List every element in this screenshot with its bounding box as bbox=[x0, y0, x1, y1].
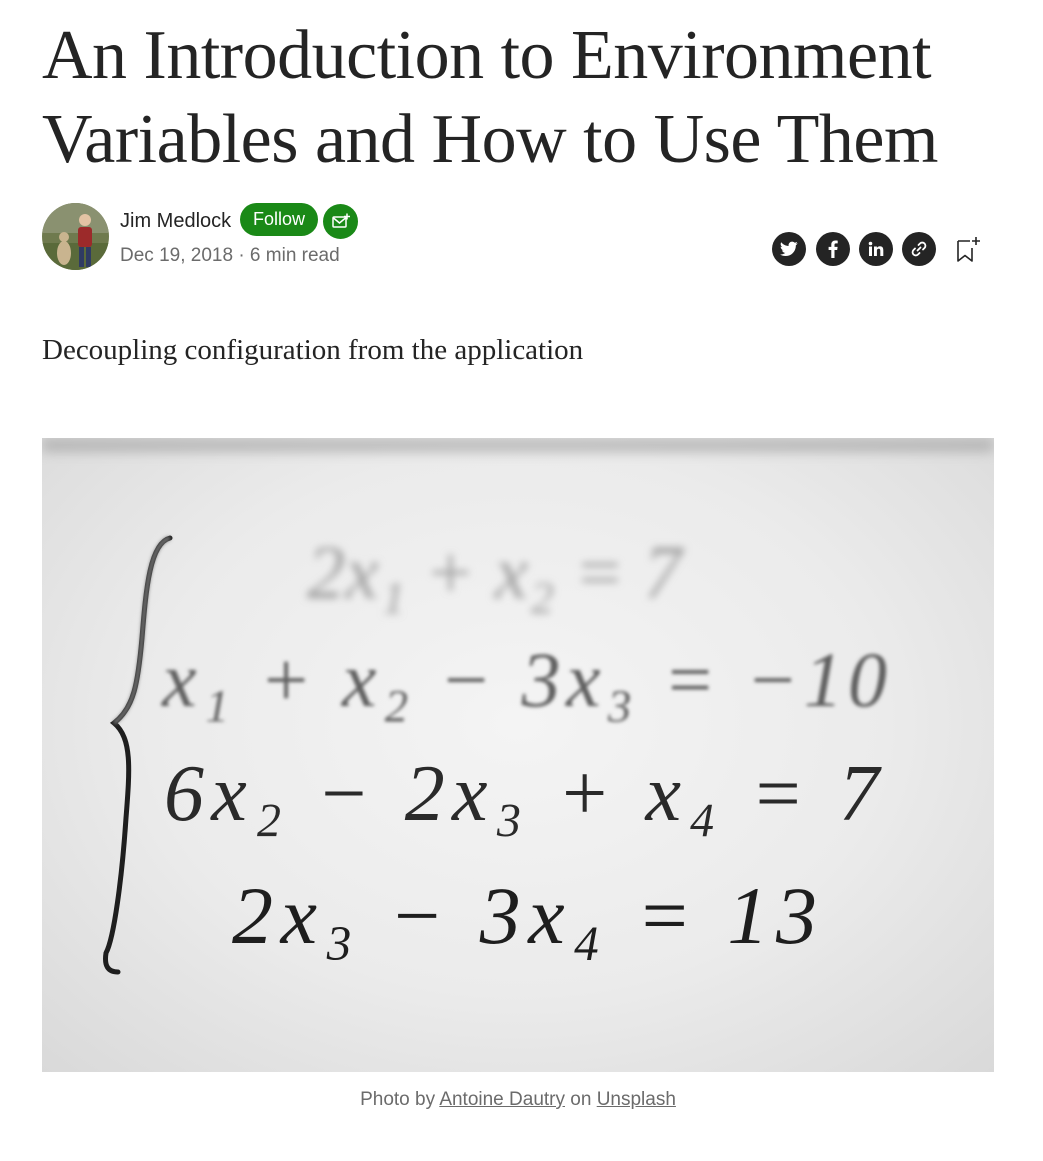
link-icon bbox=[910, 240, 928, 258]
equation-4: 2x₃ − 3x₄ = 13 bbox=[232, 870, 817, 961]
article-title: An Introduction to Environment Variables and How to Use Them bbox=[42, 17, 938, 178]
subscribe-button[interactable] bbox=[323, 204, 358, 239]
meta-separator: · bbox=[238, 245, 245, 266]
equations-photo bbox=[42, 438, 994, 1072]
caption-prefix: Photo by bbox=[360, 1089, 436, 1110]
share-twitter-button[interactable] bbox=[772, 232, 806, 266]
article-subtitle: Decoupling configuration from the application bbox=[42, 334, 584, 366]
equation-3: 6x₂ − 2x₃ + x₄ = 7 bbox=[164, 750, 879, 838]
post-meta bbox=[120, 243, 340, 269]
mail-plus-icon bbox=[331, 212, 351, 232]
copy-link-button[interactable] bbox=[902, 232, 936, 266]
share-facebook-button[interactable] bbox=[816, 232, 850, 266]
share-linkedin-button[interactable] bbox=[859, 232, 893, 266]
author-photo bbox=[42, 203, 109, 270]
follow-button[interactable]: Follow bbox=[240, 203, 318, 236]
publish-date: Dec 19, 2018 bbox=[120, 245, 234, 266]
unsplash-link[interactable]: Unsplash bbox=[596, 1089, 676, 1110]
linkedin-icon bbox=[868, 241, 884, 257]
read-time: 6 min read bbox=[249, 245, 340, 266]
bookmark-add-icon bbox=[956, 236, 982, 264]
author-name[interactable]: Jim Medlock bbox=[120, 210, 232, 232]
equation-2: x₁ + x₂ − 3x₃ = −10 bbox=[162, 636, 887, 723]
twitter-icon bbox=[780, 241, 798, 257]
hero-image bbox=[42, 438, 994, 1072]
equation-1: 2x₁ + x₂ = 7 bbox=[307, 531, 682, 615]
author-avatar[interactable] bbox=[42, 203, 109, 270]
caption-middle: on bbox=[570, 1089, 592, 1110]
bookmark-button[interactable] bbox=[956, 236, 982, 264]
image-caption bbox=[0, 1087, 1036, 1113]
photographer-link[interactable]: Antoine Dautry bbox=[439, 1089, 565, 1110]
facebook-icon bbox=[828, 240, 838, 258]
